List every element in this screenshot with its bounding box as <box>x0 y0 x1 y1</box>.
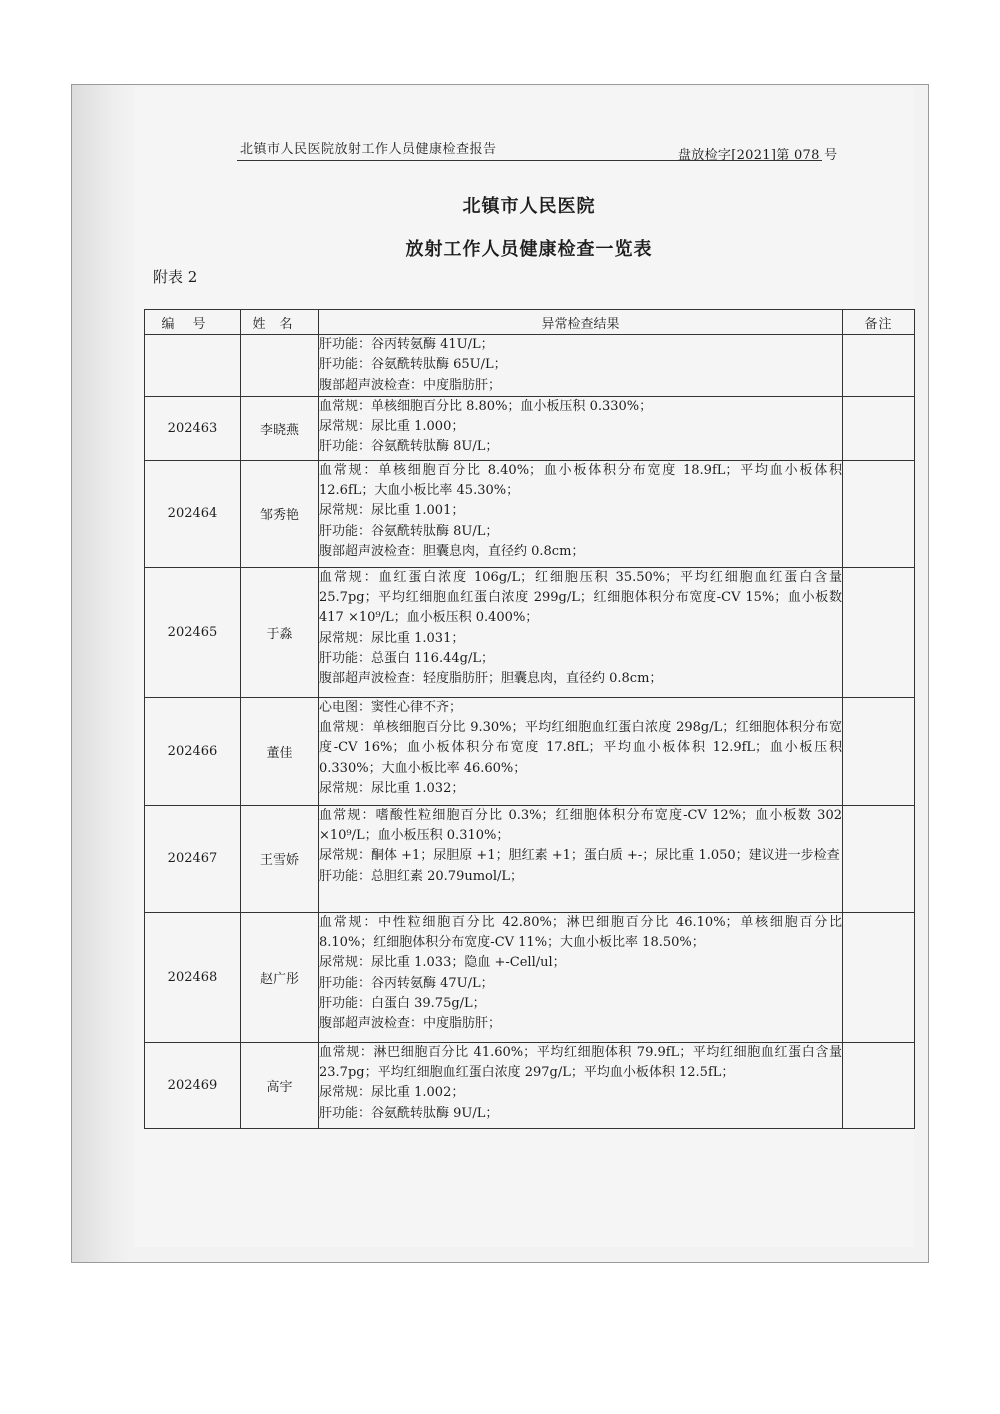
header-divider <box>237 160 822 161</box>
appendix-label: 附表 2 <box>153 268 198 286</box>
result-line: 腹部超声波检查：中度脂肪肝； <box>319 1016 502 1032</box>
row-note <box>843 460 915 567</box>
result-line: 肝功能：白蛋白 39.75g/L； <box>319 996 486 1012</box>
row-results <box>319 567 843 697</box>
result-line: 肝功能：谷氨酰转肽酶 9U/L； <box>319 1105 499 1121</box>
row-id: 202466 <box>145 697 241 805</box>
result-line: 腹部超声波检查：胆囊息肉，直径约 0.8cm； <box>319 544 585 560</box>
table-title: 放射工作人员健康检查一览表 <box>405 239 653 260</box>
row-id: 202464 <box>145 460 241 567</box>
result-line: 肝功能：谷氨酰转肽酶 8U/L； <box>319 439 499 455</box>
row-note <box>843 335 915 397</box>
row-results <box>319 697 843 805</box>
result-line: 肝功能：谷丙转氨酶 47U/L； <box>319 975 494 991</box>
results-table <box>144 309 915 1129</box>
result-line: 肝功能：谷氨酰转肽酶 65U/L； <box>319 357 507 373</box>
result-line: 尿常规：尿比重 1.002； <box>319 1085 465 1101</box>
row-results <box>319 396 843 460</box>
column-header-note: 备注 <box>843 310 915 335</box>
result-line: 腹部超声波检查：中度脂肪肝； <box>319 377 502 393</box>
row-name: 高宇 <box>241 1042 319 1128</box>
row-name: 于淼 <box>241 567 319 697</box>
result-line: 尿常规：酮体 +1；尿胆原 +1；胆红素 +1；蛋白质 +-；尿比重 1.050；建议进一步检查 <box>319 848 840 864</box>
row-note <box>843 396 915 460</box>
result-line: 肝功能：总蛋白 116.44g/L； <box>319 651 494 667</box>
result-line: 血常规：血红蛋白浓度 106g/L；红细胞压积 35.50%；平均红细胞血红蛋白含量 25.7pg；平均红细胞血红蛋白浓度 299g/L；红细胞体积分布宽度-CV 15%；血小板数 417 ×10⁹/L；血小板压积 0.400%； <box>319 569 842 626</box>
result-line: 尿常规：尿比重 1.032； <box>319 781 465 797</box>
row-results <box>319 1042 843 1128</box>
row-id <box>145 335 241 397</box>
table-header-row <box>145 310 915 335</box>
result-line: 肝功能：谷氨酰转肽酶 8U/L； <box>319 523 499 539</box>
hospital-title: 北镇市人民医院 <box>462 196 596 217</box>
row-results <box>319 805 843 912</box>
table-row <box>145 912 915 1042</box>
row-id: 202469 <box>145 1042 241 1128</box>
row-note <box>843 912 915 1042</box>
table-row <box>145 460 915 567</box>
result-line: 心电图：窦性心律不齐； <box>319 699 463 715</box>
column-header-name: 姓名 <box>241 310 319 335</box>
row-id: 202468 <box>145 912 241 1042</box>
table-row <box>145 805 915 912</box>
table-row <box>145 567 915 697</box>
row-note <box>843 805 915 912</box>
result-line: 血常规：单核细胞百分比 9.30%；平均红细胞血红蛋白浓度 298g/L；红细胞体积分布宽度-CV 16%；血小板体积分布宽度 17.8fL；平均血小板体积 12.9fL；血小板压积 0.330%；大血小板比率 46.60%； <box>319 720 842 776</box>
result-line: 腹部超声波检查：轻度脂肪肝；胆囊息肉，直径约 0.8cm； <box>319 671 663 687</box>
scan-binding-edge <box>72 85 134 1262</box>
table-row <box>145 335 915 397</box>
row-results <box>319 460 843 567</box>
row-note <box>843 567 915 697</box>
result-line: 尿常规：尿比重 1.031； <box>319 630 465 646</box>
result-line: 血常规：淋巴细胞百分比 41.60%；平均红细胞体积 79.9fL；平均红细胞血红蛋白含量 23.7pg；平均红细胞血红蛋白浓度 297g/L；平均血小板体积 12.5fL； <box>319 1044 842 1081</box>
row-name <box>241 335 319 397</box>
result-line: 尿常规：尿比重 1.000； <box>319 419 465 435</box>
result-line: 血常规：单核细胞百分比 8.40%；血小板体积分布宽度 18.9fL；平均血小板体积 12.6fL；大血小板比率 45.30%； <box>319 462 842 499</box>
table-body <box>145 335 915 1129</box>
row-name: 李晓燕 <box>241 396 319 460</box>
table-row <box>145 396 915 460</box>
row-id: 202467 <box>145 805 241 912</box>
row-name: 赵广彤 <box>241 912 319 1042</box>
result-line: 肝功能：谷丙转氨酶 41U/L； <box>319 337 494 352</box>
row-name: 邹秀艳 <box>241 460 319 567</box>
row-results <box>319 912 843 1042</box>
column-header-results: 异常检查结果 <box>319 310 843 335</box>
result-line: 肝功能：总胆红素 20.79umol/L； <box>319 868 524 884</box>
result-line: 血常规：单核细胞百分比 8.80%；血小板压积 0.330%； <box>319 398 653 414</box>
row-note <box>843 697 915 805</box>
row-results <box>319 335 843 397</box>
table-row <box>145 1042 915 1128</box>
column-header-id: 编号 <box>145 310 241 335</box>
result-line: 尿常规：尿比重 1.033；隐血 +-Cell/ul； <box>319 955 566 971</box>
report-name: 北镇市人民医院放射工作人员健康检查报告 <box>240 142 497 157</box>
result-line: 血常规：嗜酸性粒细胞百分比 0.3%；红细胞体积分布宽度-CV 12%；血小板数 302 ×10⁹/L；血小板压积 0.310%； <box>319 807 842 844</box>
row-name: 董佳 <box>241 697 319 805</box>
result-line: 尿常规：尿比重 1.001； <box>319 503 465 519</box>
result-line: 血常规：中性粒细胞百分比 42.80%；淋巴细胞百分比 46.10%；单核细胞百分比 8.10%；红细胞体积分布宽度-CV 11%；大血小板比率 18.50%； <box>319 914 842 951</box>
row-note <box>843 1042 915 1128</box>
row-name: 王雪娇 <box>241 805 319 912</box>
row-id: 202463 <box>145 396 241 460</box>
table-row <box>145 697 915 805</box>
row-id: 202465 <box>145 567 241 697</box>
report-number: 盘放检字[2021]第 078 号 <box>678 148 838 163</box>
